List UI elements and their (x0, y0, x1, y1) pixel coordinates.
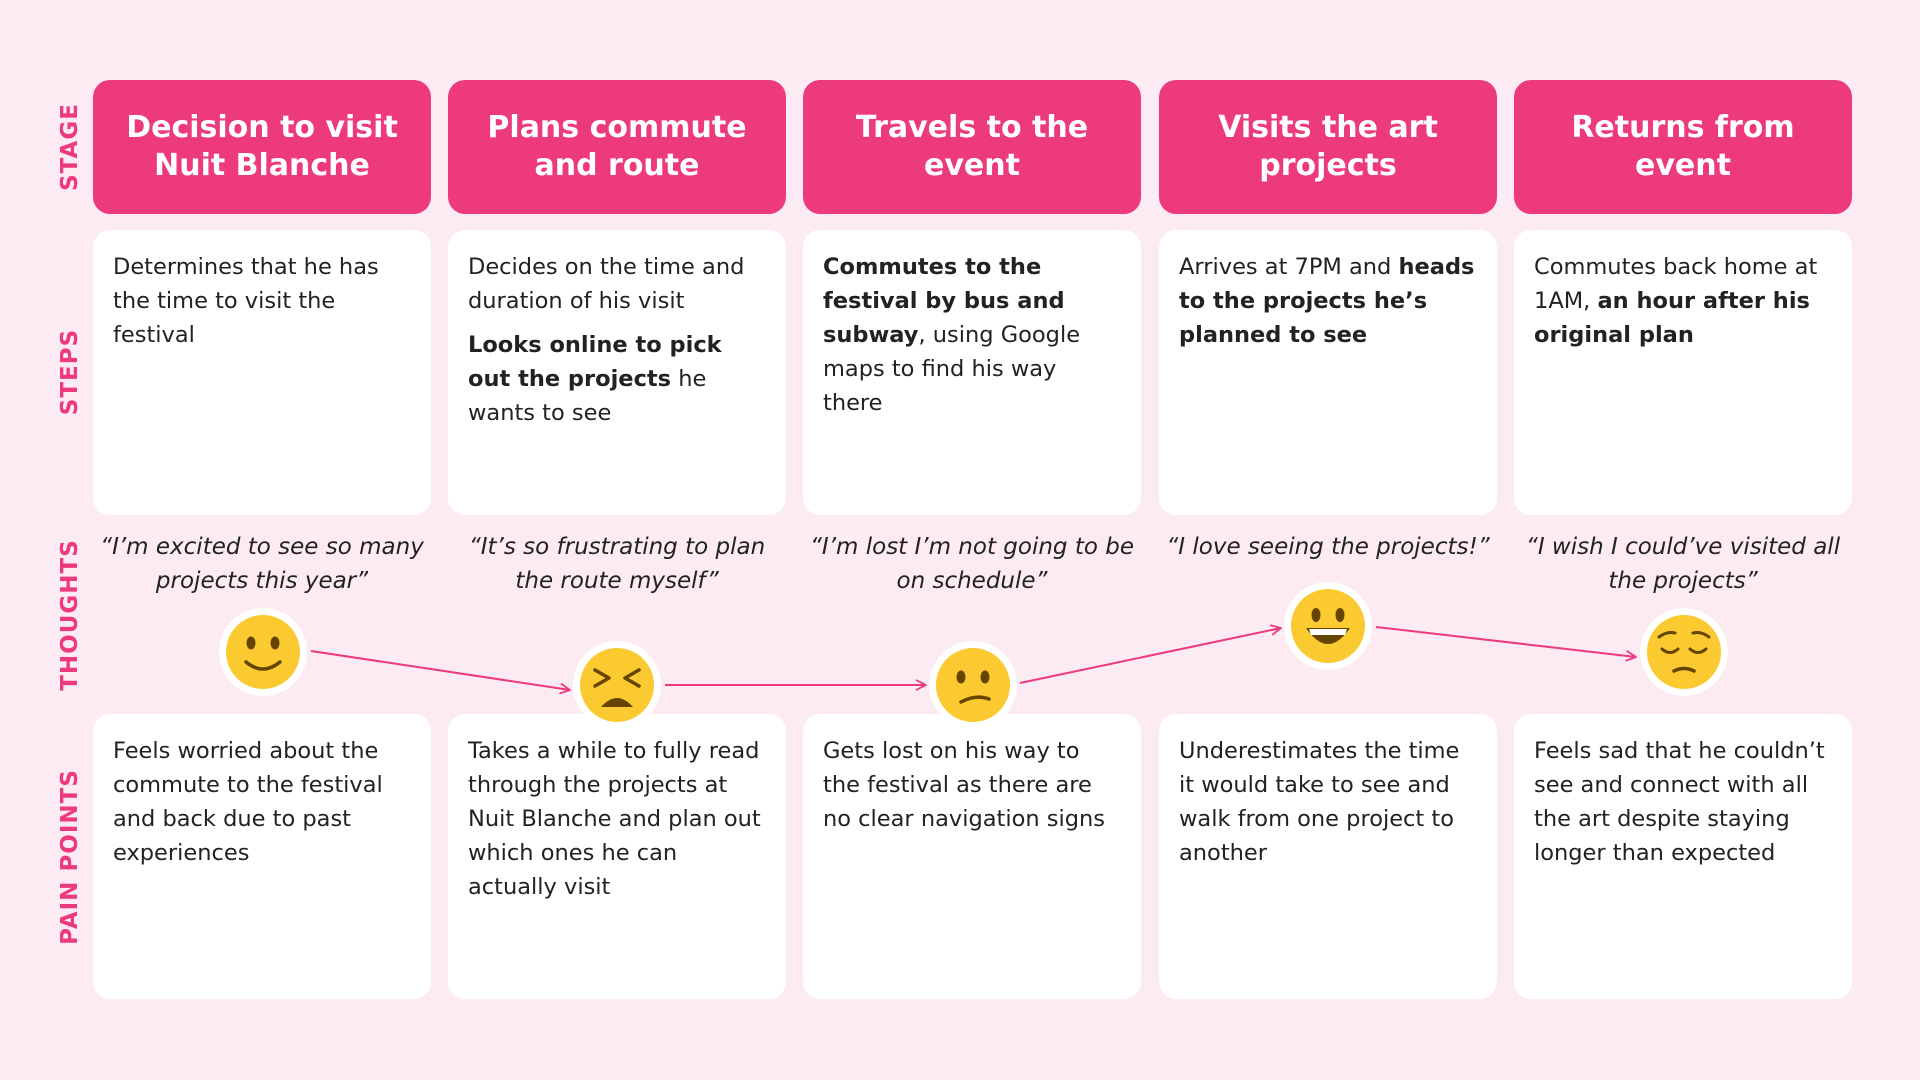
step-text-bold: an hour after his original plan (1534, 288, 1810, 348)
step-text: Commutes back home at 1AM, (1534, 254, 1818, 314)
row-label-stage: STAGE (57, 103, 83, 191)
step-paragraph (823, 250, 1123, 420)
step-text-bold: Commutes to the festival by bus and subway (823, 254, 1065, 348)
step-text: Decides on the time and duration of his visit (468, 254, 745, 314)
thought-4: “I love seeing the projects!” (1166, 534, 1490, 560)
thought-3: “I’m lost I’m not going to be on schedule” (810, 534, 1134, 594)
pensive-face-icon (1640, 608, 1728, 696)
row-label-steps: STEPS (57, 328, 83, 416)
step-text: , using Google maps to find his way there (823, 322, 1081, 416)
row-label-thoughts: THOUGHTS (57, 539, 83, 691)
step-text: he wants to see (468, 366, 707, 426)
step-paragraph (1179, 250, 1479, 352)
stage-card-5: Returns from event (1514, 80, 1852, 214)
steps-card-4 (1159, 230, 1497, 515)
step-text-bold: heads to the projects he’s planned to see (1179, 254, 1475, 348)
step-text: Arrives at 7PM and (1179, 254, 1399, 280)
step-text: Determines that he has the time to visit the festival (113, 254, 379, 348)
pain-card-4: Underestimates the time it would take to see and walk from one project to another (1159, 714, 1497, 999)
steps-card-2 (448, 230, 786, 515)
grinning-face-icon (1284, 582, 1372, 670)
pain-card-2: Takes a while to fully read through the projects at Nuit Blanche and plan out which ones he can actually visit (448, 714, 786, 999)
step-text-bold: Looks online to pick out the projects (468, 332, 722, 392)
step-paragraph (1534, 250, 1834, 352)
slightly-smiling-face-icon (219, 608, 307, 696)
pain-card-3: Gets lost on his way to the festival as there are no clear navigation signs (803, 714, 1141, 999)
step-paragraph (468, 328, 768, 430)
row-label-pain-points: PAIN POINTS (57, 769, 83, 945)
stage-card-1: Decision to visit Nuit Blanche (93, 80, 431, 214)
pain-card-5: Feels sad that he couldn’t see and connect with all the art despite staying longer than expected (1514, 714, 1852, 999)
steps-card-1 (93, 230, 431, 515)
pain-card-1: Feels worried about the commute to the festival and back due to past experiences (93, 714, 431, 999)
curve-arrow-3 (1020, 628, 1281, 683)
thought-1: “I’m excited to see so many projects this year” (100, 534, 424, 594)
stage-card-2: Plans commute and route (448, 80, 786, 214)
step-paragraph (468, 250, 768, 318)
stage-card-4: Visits the art projects (1159, 80, 1497, 214)
curve-arrow-4 (1376, 627, 1636, 657)
steps-card-3 (803, 230, 1141, 515)
stage-card-3: Travels to the event (803, 80, 1141, 214)
thought-2: “It’s so frustrating to plan the route myself” (468, 534, 766, 594)
curve-arrow-1 (311, 651, 570, 690)
steps-card-5 (1514, 230, 1852, 515)
step-paragraph (113, 250, 413, 352)
thought-5: “I wish I could’ve visited all the projects” (1525, 534, 1841, 594)
